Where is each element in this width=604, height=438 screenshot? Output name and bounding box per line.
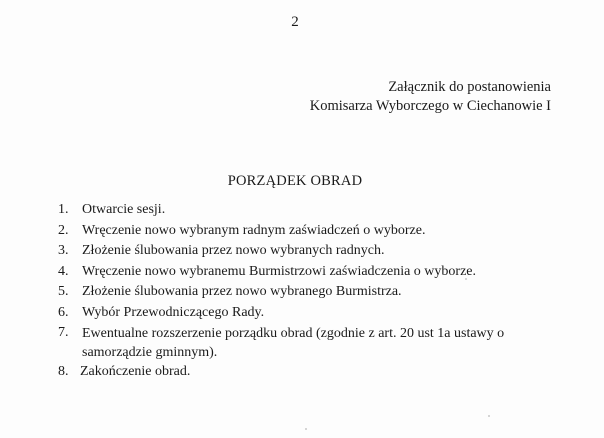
agenda-item-number: 8. (58, 364, 69, 379)
agenda-item-text: Złożenie ślubowania przez nowo wybranych radnych. (82, 243, 385, 258)
agenda-item (58, 323, 558, 362)
agenda-item-text: Wybór Przewodniczącego Rady. (82, 304, 265, 320)
agenda-list (58, 200, 558, 383)
agenda-item (58, 221, 558, 242)
agenda-title: PORZĄDEK OBRAD (227, 173, 363, 189)
agenda-item-text: Wręczenie nowo wybranemu Burmistrzowi zaświadczenia o wyborze. (82, 263, 477, 279)
agenda-item-number: 3. (58, 243, 69, 258)
scan-speck (305, 428, 307, 430)
agenda-item (58, 362, 558, 383)
annex-line-1: Załącznik do postanowienia (388, 79, 551, 95)
agenda-item (58, 200, 558, 221)
agenda-item-number: 1. (58, 202, 69, 217)
agenda-item-number: 5. (58, 284, 69, 299)
agenda-item-number: 4. (58, 263, 69, 279)
annex-header (310, 78, 551, 116)
agenda-item-text: Wręczenie nowo wybranym radnym zaświadczeń o wyborze. (82, 222, 426, 238)
agenda-item (58, 282, 558, 303)
annex-line-2: Komisarza Wyborczego w Ciechanowie I (309, 98, 551, 114)
agenda-item (58, 241, 558, 262)
agenda-item-text: Zakończenie obrad. (80, 364, 191, 379)
agenda-item-text: Złożenie ślubowania przez nowo wybranego Burmistrza. (82, 284, 402, 299)
agenda-item-text: Ewentualne rozszerzenie porządku obrad (zgodnie z art. 20 ust 1a ustawy o samorządzie gminnym). (82, 326, 505, 360)
agenda-item-number: 7. (58, 325, 69, 340)
agenda-item-number: 2. (58, 222, 69, 238)
agenda-item-number: 6. (58, 304, 69, 320)
page-number: 2 (291, 14, 299, 30)
agenda-item (58, 262, 558, 283)
scan-speck (488, 415, 490, 417)
scan-speck (465, 278, 467, 280)
agenda-item-text: Otwarcie sesji. (82, 202, 166, 217)
agenda-item (58, 303, 558, 324)
